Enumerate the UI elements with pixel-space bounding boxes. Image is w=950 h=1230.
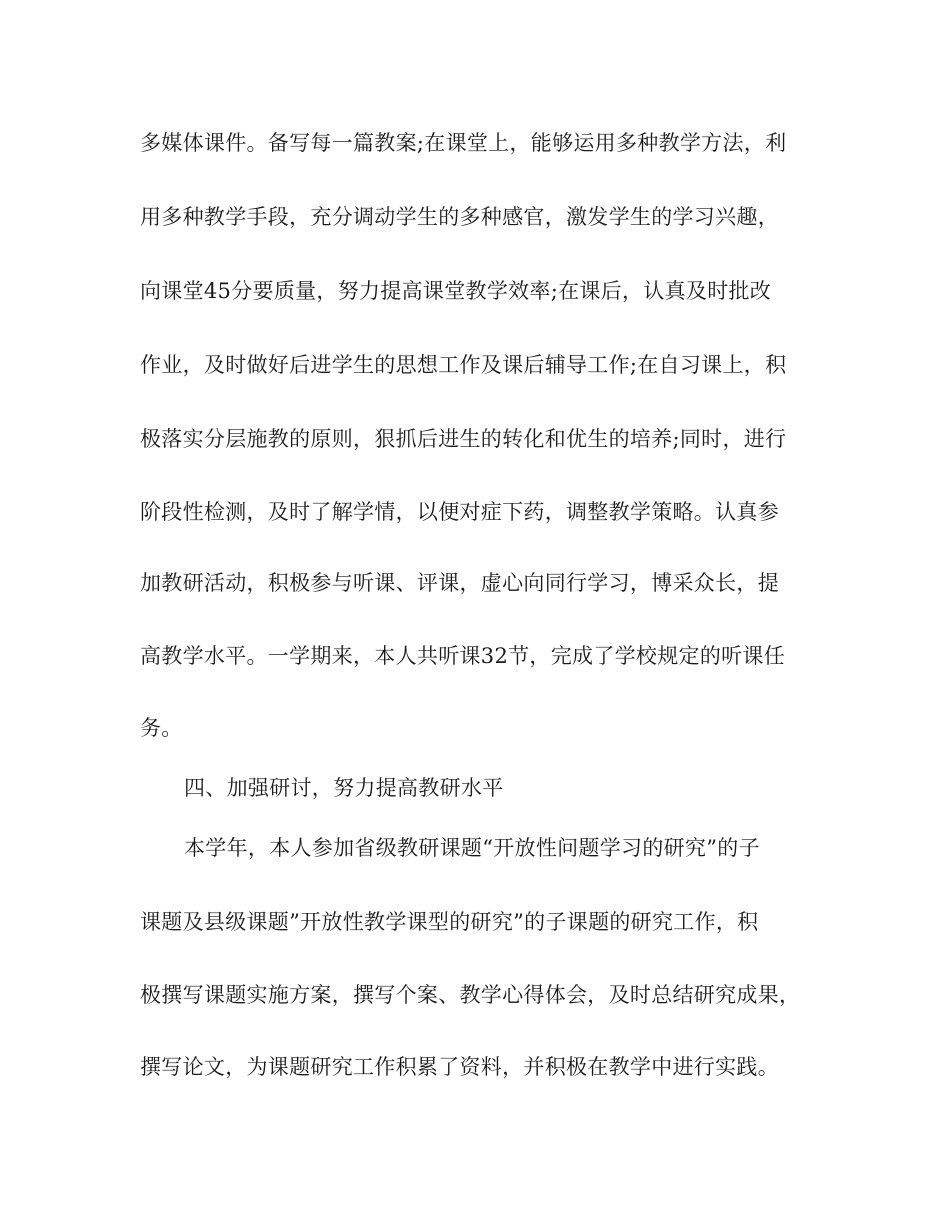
paragraph-line: 高教学水平。一学期来，本人共听课32节，完成了学校规定的听课任	[140, 644, 786, 668]
paragraph-line: 务。	[140, 716, 183, 740]
paragraph-line: 加教研活动，积极参与听课、评课，虚心向同行学习，博采众长，提	[140, 571, 779, 595]
paragraph-line: 作业，及时做好后进学生的思想工作及课后辅导工作;在自习课上，积	[140, 353, 787, 377]
paragraph-line: 撰写论文，为课题研究工作积累了资料，并积极在教学中进行实践。	[140, 1055, 779, 1079]
paragraph-line: 本学年，本人参加省级教研课题“开放性问题学习的研究”的子	[184, 836, 760, 860]
paragraph-line: 多媒体课件。备写每一篇教案;在课堂上，能够运用多种教学方法，利	[140, 131, 787, 155]
paragraph-line: 向课堂45分要质量，努力提高课堂教学效率;在课后，认真及时批改	[140, 279, 772, 303]
paragraph-line: 极撰写课题实施方案，撰写个案、教学心得体会，及时总结研究成果，	[140, 983, 801, 1007]
section-heading: 四、加强研讨，努力提高教研水平	[184, 776, 504, 800]
paragraph-line: 极落实分层施教的原则，狠抓后进生的转化和优生的培养;同时，进行	[140, 427, 787, 451]
paragraph-line: 阶段性检测，及时了解学情，以便对症下药，调整教学策略。认真参	[140, 500, 779, 524]
paragraph-line: 课题及县级课题”开放性教学课型的研究”的子课题的研究工作，积	[140, 910, 759, 934]
paragraph-line: 用多种教学手段，充分调动学生的多种感官，激发学生的学习兴趣，	[140, 205, 779, 229]
